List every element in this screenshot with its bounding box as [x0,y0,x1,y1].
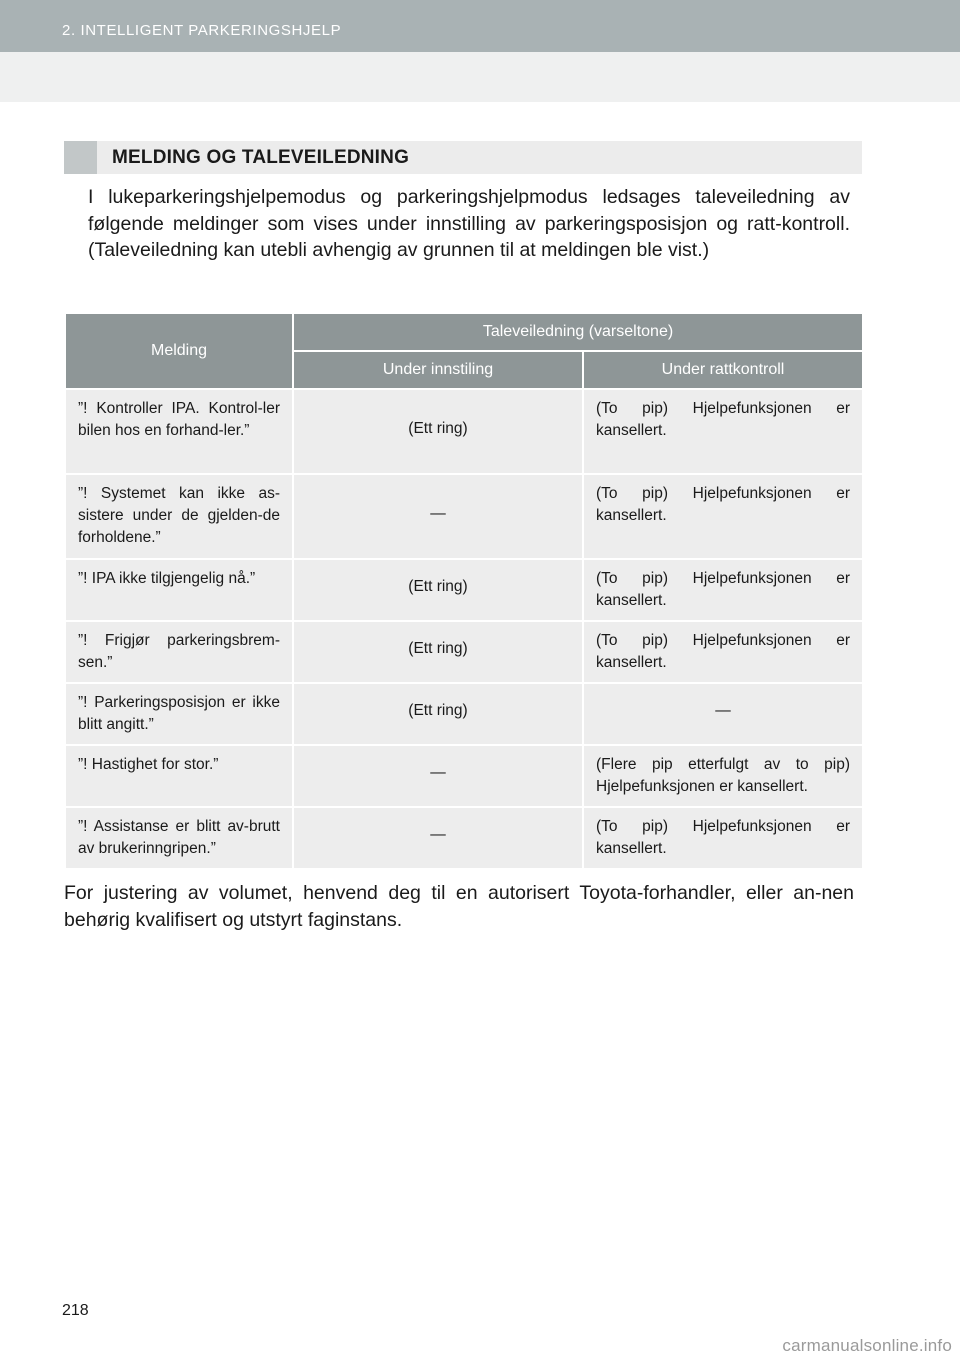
table-row [65,807,863,869]
section-marker [64,141,97,174]
message-cell: ”! Assistanse er blitt av-brutt av brukerinngripen.” [65,807,293,869]
table-row [65,745,863,807]
table-row [65,683,863,745]
watermark-text: carmanualsonline.info [782,1336,952,1355]
chapter-title: 2. INTELLIGENT PARKERINGSHJELP [62,22,342,39]
header-sub-band [0,52,960,102]
message-cell: ”! Hastighet for stor.” [65,745,293,807]
steering-cell: (To pip) Hjelpefunksjonen er kansellert. [583,474,863,559]
header-during-steering: Under rattkontroll [583,351,863,389]
setting-cell: (Ett ring) [293,559,583,621]
table-row [65,621,863,683]
message-cell: ”! Frigjør parkeringsbrem-sen.” [65,621,293,683]
section-heading [64,141,862,174]
steering-cell: — [583,683,863,745]
message-table [64,312,864,870]
setting-cell: (Ett ring) [293,389,583,474]
header-voice-guidance: Taleveiledning (varseltone) [293,313,863,351]
message-cell: ”! IPA ikke tilgjengelig nå.” [65,559,293,621]
intro-paragraph: I lukeparkeringshjelpemodus og parkeringshjelpmodus ledsages taleveiledning av følgende meldinger som vises under innstilling av parkeringsposisjon og ratt-kontroll. (Taleveiledning kan utebli avhengig av grunnen til at meldingen ble vist.) [88,186,850,261]
message-cell: ”! Parkeringsposisjon er ikke blitt angitt.” [65,683,293,745]
header-during-setting: Under innstiling [293,351,583,389]
table-row [65,559,863,621]
outro-paragraph: For justering av volumet, henvend deg til en autorisert Toyota-forhandler, eller an-nen behørig kvalifisert og utstyrt faginstans. [64,882,854,931]
steering-cell: (To pip) Hjelpefunksjonen er kansellert. [583,559,863,621]
setting-cell: — [293,474,583,559]
message-cell: ”! Systemet kan ikke as-sistere under de gjelden-de forholdene.” [65,474,293,559]
setting-cell: — [293,745,583,807]
steering-cell: (To pip) Hjelpefunksjonen er kansellert. [583,389,863,474]
setting-cell: — [293,807,583,869]
chapter-header-band [0,0,960,52]
steering-cell: (Flere pip etterfulgt av to pip) Hjelpefunksjonen er kansellert. [583,745,863,807]
page-number: 218 [62,1302,89,1319]
section-title: MELDING OG TALEVEILEDNING [112,147,410,168]
message-cell: ”! Kontroller IPA. Kontrol-ler bilen hos en forhand-ler.” [65,389,293,474]
table-row [65,389,863,474]
setting-cell: (Ett ring) [293,621,583,683]
setting-cell: (Ett ring) [293,683,583,745]
steering-cell: (To pip) Hjelpefunksjonen er kansellert. [583,807,863,869]
steering-cell: (To pip) Hjelpefunksjonen er kansellert. [583,621,863,683]
header-message: Melding [65,313,293,389]
table-row [65,474,863,559]
